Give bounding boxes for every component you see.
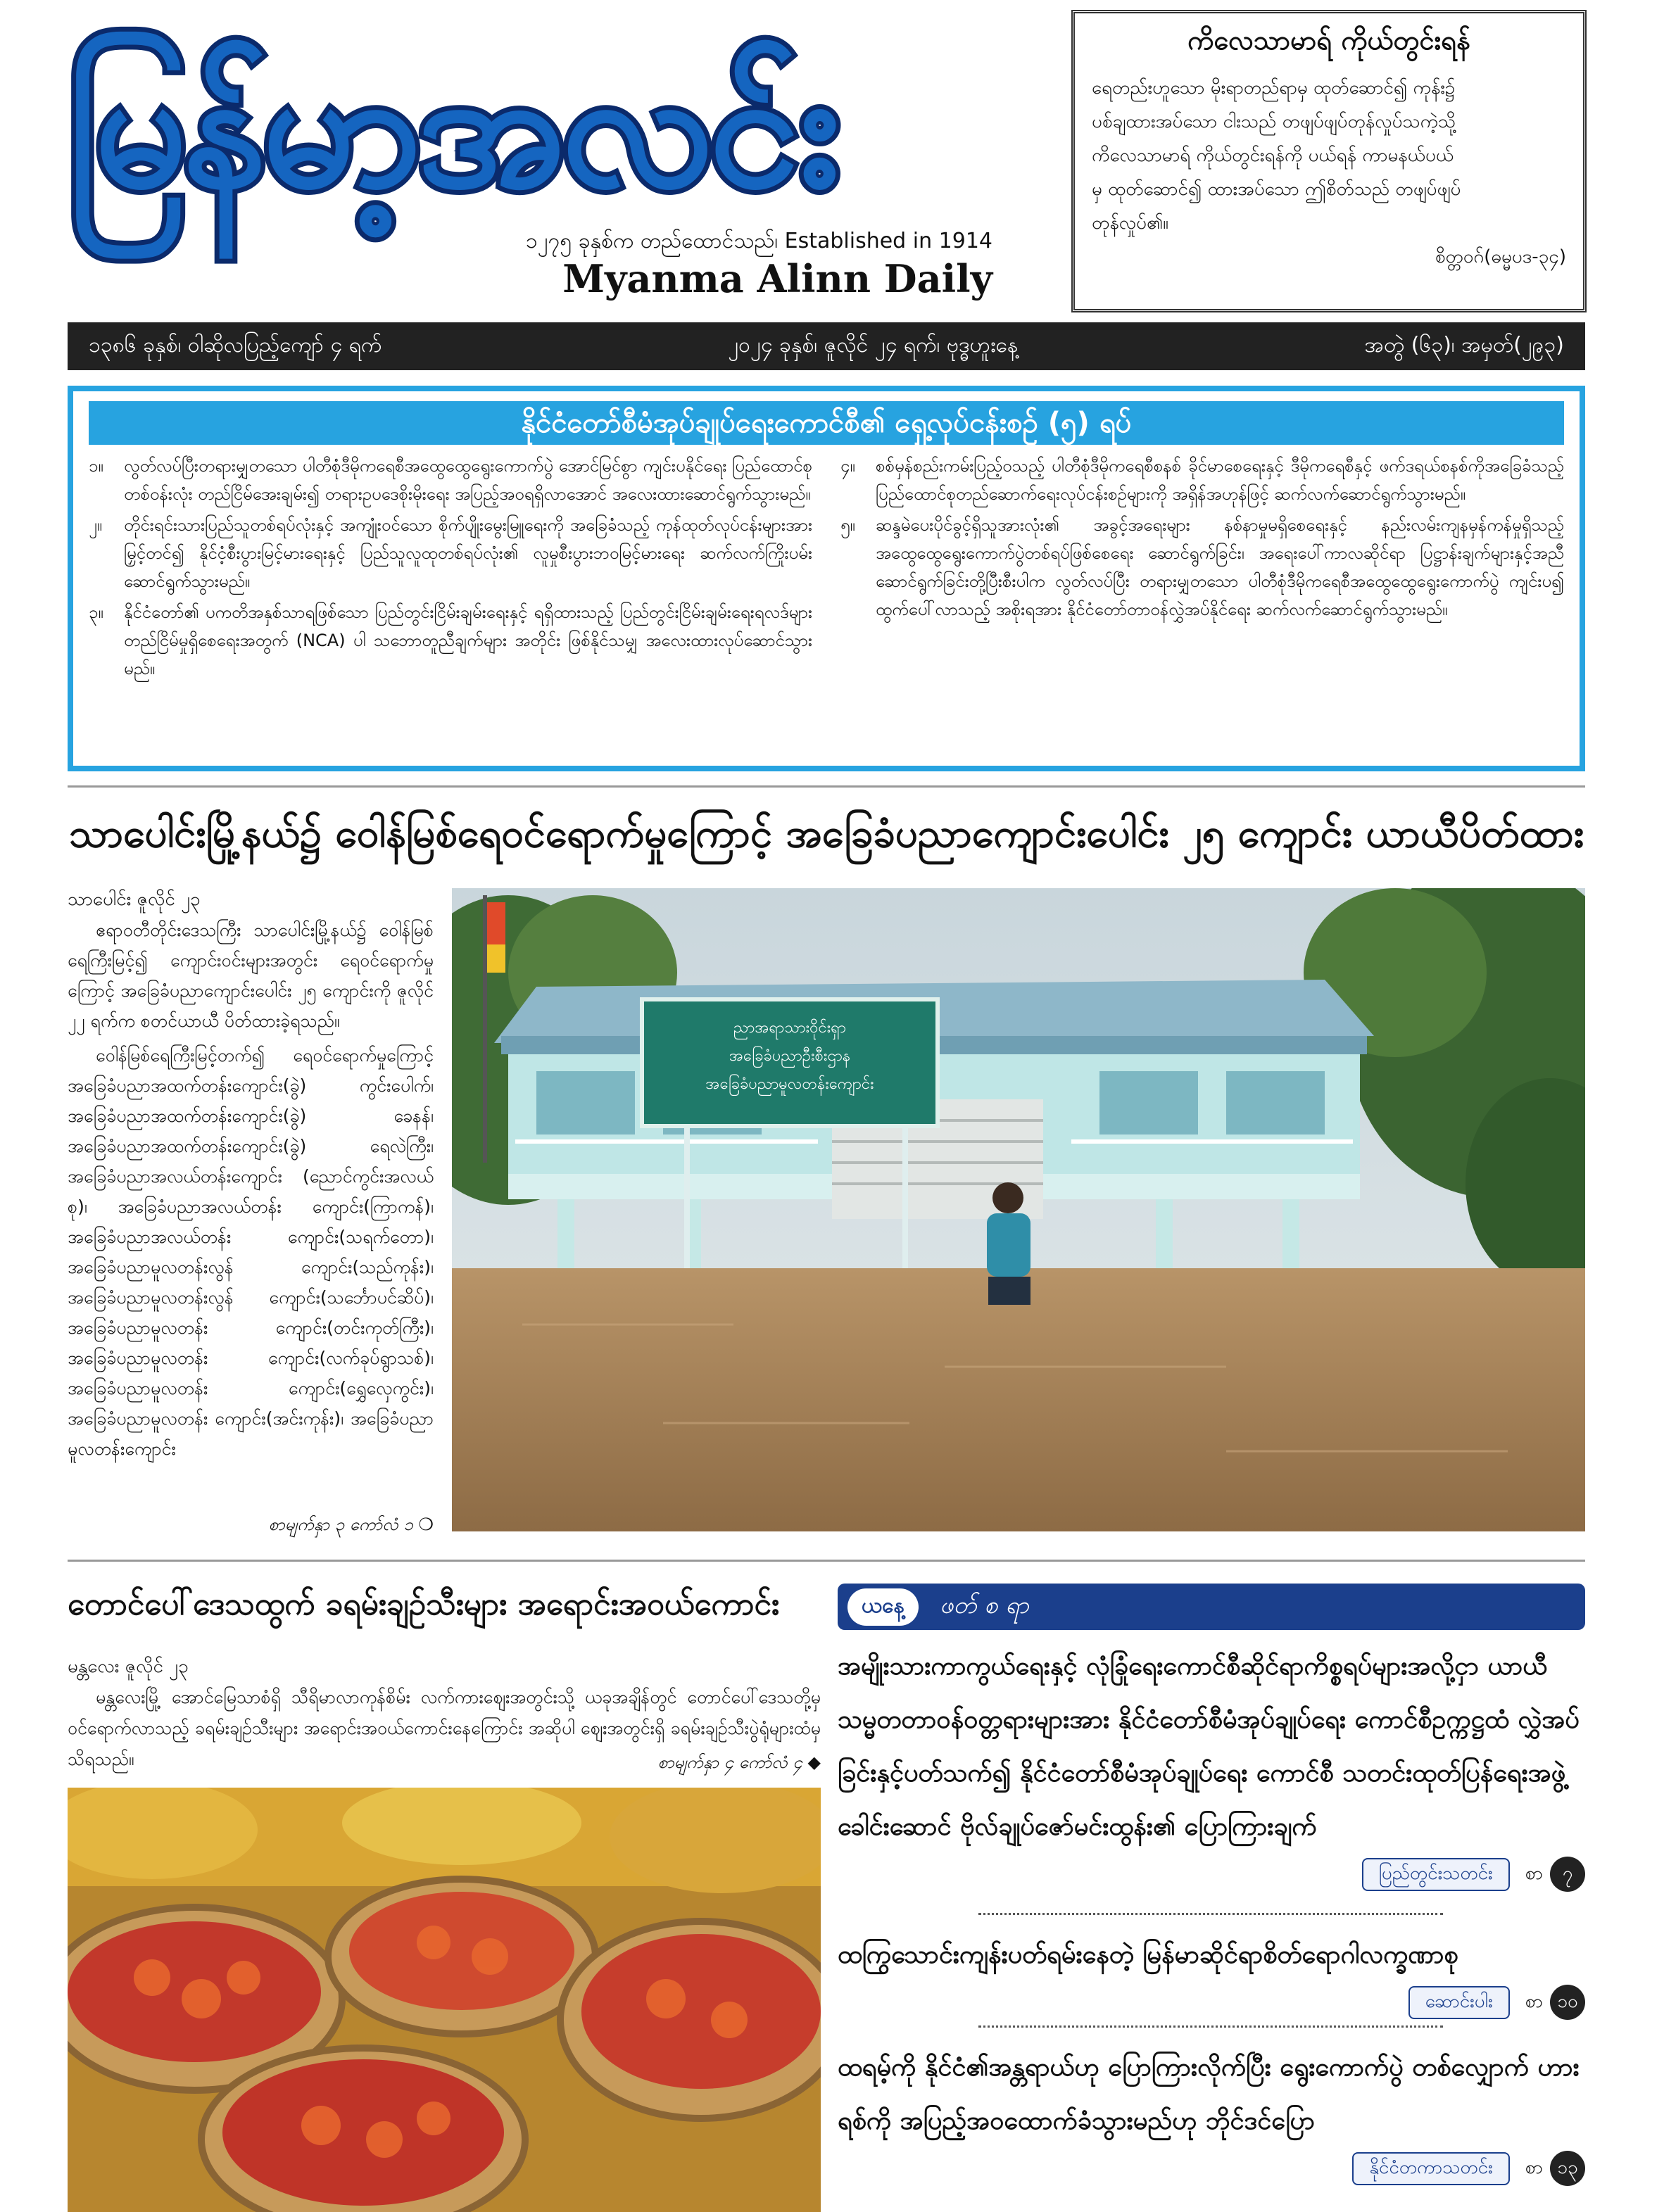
inside-headline: ထကြွသောင်းကျန်းပတ်ရမ်းနေတဲ့ မြန်မာဆိုင်ရာစိတ်ရောဂါလက္ခဏာစု <box>838 1940 1458 1969</box>
paragraph: မန္တလေးမြို့ အောင်မြေသာစံရှိ သီရိမာလာကုန်စိမ်း လက်ကားဈေးအတွင်းသို့ ယခုအချိန်တွင် တောင်ပေါ်ဒေသတို့မှ ဝင်ရောက်လာသည့် ခရမ်းချဉ်သီးများ အရောင်းအဝယ်ကောင်းနေကြောင်း အဆိုပါ ဈေးအတွင်းရှိ ခရမ်းချဉ်သီးပွဲရုံများထံမှ သိရသည်။ <box>68 1687 821 1769</box>
objective-number: ၂။ <box>89 515 103 535</box>
newspaper-logo: မြန်မာ့အလင်း <box>68 36 836 224</box>
today-tag: ယနေ့ <box>847 1588 919 1626</box>
verse-line: မှ ထုတ်ဆောင်၍ ထားအပ်သော ဤစိတ်သည် တဖျပ်ဖျပ် <box>1092 179 1461 200</box>
verse-source: စိတ္တဝဂ်(ဓမ္မပဒ-၃၄) <box>1435 246 1566 267</box>
established-line: ၁၂၇၅ ခုနှစ်က တည်ထောင်သည်၊ Established in 1914 <box>525 229 992 253</box>
volume-number: အတွဲ (၆၃)၊ အမှတ်(၂၉၃) <box>1364 332 1564 358</box>
flooded-school-illustration <box>452 888 1585 1531</box>
objective-item <box>89 511 812 595</box>
objective-text: လွတ်လပ်ပြီးတရားမျှတသော ပါတီစုံဒီမိုကရေစီအထွေထွေရွေးကောက်ပွဲ အောင်မြင်စွာ ကျင်းပနိုင်ရေး ပြည်ထောင်စုတစ်ဝန်းလုံး တည်ငြိမ်အေးချမ်း၍ တရားဥပဒေစိုးမိုးရေး အပြည့်အဝရရှိလာအောင် အလေးထားဆောင်ရွက်သွားမည်။ <box>124 456 812 504</box>
divider <box>68 1560 1585 1562</box>
inside-pages-header <box>838 1584 1585 1630</box>
sign-line: အခြေခံပညာမူလတန်းကျောင်း <box>705 1075 874 1093</box>
flooded-school-photo <box>452 888 1585 1531</box>
objective-text: စစ်မှန်စည်းကမ်းပြည့်ဝသည့် ပါတီစုံဒီမိုကရေစီစနစ် ခိုင်မာစေရေးနှင့် ဒီမိုကရေစီနှင့် ဖက်ဒရယ်စနစ်ကိုအခြေခံသည့် ပြည်ထောင်စုတည်ဆောက်ရေးလုပ်ငန်းစဉ်များကို အရှိန်အဟုန်ဖြင့် ဆက်လက်ဆောင်ရွက်သွားမည်။ <box>876 456 1564 504</box>
main-story-body <box>68 915 434 1464</box>
page-label: စာ <box>1525 1990 1543 2012</box>
verse-title: ကိလေသာမာရ် ကိုယ်တွင်းရန် <box>1187 25 1470 56</box>
section-label: ပြည်တွင်းသတင်း <box>1362 1858 1510 1891</box>
verse-line: ပစ်ချထားအပ်သော ငါးသည် တဖျပ်ဖျပ်တုန်လှုပ်သကဲ့သို့ <box>1092 111 1456 132</box>
page-number: ၇ <box>1550 1857 1585 1892</box>
objective-text: တိုင်းရင်းသားပြည်သူတစ်ရပ်လုံးနှင့် အကျုံးဝင်သော စိုက်ပျိုးမွေးမြူရေးကို အခြေခံသည့် ကုန်ထုတ်လုပ်ငန်းများအားမြှင့်တင်၍ နိုင်ငံ့စီးပွားမြင့်မားရေးနှင့် ပြည်သူလူထုတစ်ရပ်လုံး၏ လူမှုစီးပွားဘဝမြင့်မားရေး ဆက်လက်ကြိုးပမ်းဆောင်ရွက်သွားမည်။ <box>124 515 812 591</box>
wavy-divider <box>978 2025 1443 2037</box>
objective-number: ၅။ <box>840 515 855 535</box>
objective-text: နိုင်ငံတော်၏ ပကတိအနှစ်သာရဖြစ်သော ပြည်တွင်းငြိမ်းချမ်းရေးနှင့် ရရှိထားသည့် ပြည်တွင်းငြိမ်းချမ်းရေးရလဒ်များ တည်ငြိမ်မှုရှိစေရေးအတွက် (NCA) ပါ သဘောတူညီချက်များ အတိုင်း ဖြစ်နိုင်သမျှ အလေးထားလုပ်ဆောင်သွားမည်။ <box>124 602 812 678</box>
objective-text: ဆန္ဒမဲပေးပိုင်ခွင့်ရှိသူအားလုံး၏ အခွင့်အရေးများ နစ်နာမှုမရှိစေရေးနှင့် နည်းလမ်းကျနမှန်ကန်မှုရှိသည့် အထွေထွေရွေးကောက်ပွဲတစ်ရပ်ဖြစ်စေရေး ဆောင်ရွက်ခြင်း၊ အရေးပေါ်ကာလဆိုင်ရာ ပြဋ္ဌာန်းချက်များနှင့်အညီ ဆောင်ရွက်ခြင်းတို့ပြီးစီးပါက လွတ်လပ်ပြီး တရားမျှတသော ပါတီစုံဒီမိုကရေစီအထွေထွေရွေးကောက်ပွဲ ကျင်းပ၍ ထွက်ပေါ်လာသည့် အစိုးရအား နိုင်ငံတော်တာဝန်လွှဲအပ်နိုင်ရေး ဆက်လက်ဆောင်ရွက်သွားမည်။ <box>876 515 1564 619</box>
tomato-baskets-illustration <box>68 1788 821 2212</box>
tomato-market-photo <box>68 1788 821 2212</box>
sign-line: ညာအရာသားဝိုင်းရှာ <box>733 1019 846 1037</box>
objectives-column-right <box>840 452 1564 685</box>
objective-item <box>89 452 812 508</box>
objective-item <box>89 598 812 683</box>
objective-item <box>840 511 1564 624</box>
verse-line: ရေတည်းဟူသော မိုးရာတည်ရာမှ ထုတ်ဆောင်၍ ကုန်း၌ <box>1092 77 1456 99</box>
verse-line: တုန်လှုပ်၏။ <box>1092 213 1169 234</box>
page-label: စာ <box>1525 2156 1543 2178</box>
section-label: ဆောင်းပါး <box>1408 1986 1510 2019</box>
wavy-divider <box>978 1913 1443 1925</box>
verse-line: ကိလေသာမာရ် ကိုယ်တွင်းရန်ကို ပယ်ရန် ကာမနယ်ပယ် <box>1092 145 1454 166</box>
paragraph: ဝေါန်မြစ်ရေကြီးမြင့်တက်၍ ရေဝင်ရောက်မှုကြောင့် အခြေခံပညာအထက်တန်းကျောင်း(ခွဲ) ကွင်းပေါက်၊ အခြေခံပညာအထက်တန်းကျောင်း(ခွဲ) ခေနန်၊ အခြေခံပညာအထက်တန်းကျောင်း(ခွဲ) ရေလဲကြီး၊ အခြေခံပညာအလယ်တန်းကျောင်း (ညောင်ကွင်းအလယ်စု)၊ အခြေခံပညာအလယ်တန်း ကျောင်း(ကြာကန်)၊ အခြေခံပညာအလယ်တန်း ကျောင်း(သရက်တော)၊ အခြေခံပညာမူလတန်းလွန် ကျောင်း(သည်ကုန်း)၊ အခြေခံပညာမူလတန်းလွန် ကျောင်း(သင်္ဘောပင်ဆိပ်)၊ အခြေခံပညာမူလတန်း ကျောင်း(တင်းကုတ်ကြီး)၊ အခြေခံပညာမူလတန်း ကျောင်း(လက်ခုပ်ရွာသစ်)၊ အခြေခံပညာမူလတန်း ကျောင်း(ရွှေလှေကွင်း)၊ အခြေခံပညာမူလတန်း ကျောင်း(အင်းကုန်း)၊ အခြေခံပညာမူလတန်းကျောင်း <box>68 1045 434 1459</box>
main-dateline: သာပေါင်း ဇူလိုင် ၂၃ <box>68 889 201 910</box>
objective-number: ၃။ <box>89 602 103 622</box>
paragraph: ဧရာဝတီတိုင်းဒေသကြီး သာပေါင်းမြို့နယ်၌ ဝေါန်မြစ်ရေကြီးမြင့်၍ ကျောင်းဝင်းများအတွင်း ရေဝင်ရောက်မှုကြောင့် အခြေခံပညာကျောင်းပေါင်း ၂၅ ကျောင်းကို ဇူလိုင် ၂၂ ရက်က စတင်ယာယီ ပိတ်ထားခဲ့ရသည်။ <box>68 920 434 1031</box>
page-number: ၁၃ <box>1550 2151 1585 2186</box>
inside-headline: ထရမ့်ကို နိုင်ငံ၏အန္တရာယ်ဟု ပြောကြားလိုက်ပြီး ရွေးကောက်ပွဲ တစ်လျှောက် ဟားရစ်ကို အပြည့်အဝထောက်ခံသွားမည်ဟု ဘိုင်ဒင်ပြော <box>838 2053 1580 2135</box>
page-reference <box>1525 2151 1585 2186</box>
objectives-title: နိုင်ငံတော်စီမံအုပ်ချုပ်ရေးကောင်စီ၏ ရှေ့လုပ်ငန်းစဉ် (၅) ရပ် <box>89 401 1564 445</box>
tomato-dateline: မန္တလေး ဇူလိုင် ၂၃ <box>68 1656 189 1677</box>
section-label: နိုင်ငံတကာသတင်း <box>1352 2152 1509 2185</box>
inside-item[interactable] <box>838 1928 1585 2020</box>
inside-item[interactable] <box>838 1640 1585 1892</box>
divider <box>68 785 1585 788</box>
paper-name-english: Myanma Alinn Daily <box>562 256 992 301</box>
inside-pages-panel <box>838 1584 1585 2212</box>
page-reference <box>1525 1857 1585 1892</box>
main-headline: သာပေါင်းမြို့နယ်၌ ဝေါန်မြစ်ရေဝင်ရောက်မှုကြောင့် အခြေခံပညာကျောင်းပေါင်း ၂၅ ကျောင်း ယာယီပိတ်ထား <box>68 811 1584 857</box>
objective-item <box>840 452 1564 508</box>
page-number: ၁၀ <box>1550 1985 1585 2020</box>
objective-number: ၄။ <box>840 456 855 476</box>
continued-reference: စာမျက်နှာ ၄ ကော်လံ ၄ ◆ <box>657 1752 821 1772</box>
inside-item[interactable] <box>838 2041 1585 2186</box>
objective-number: ၁။ <box>89 456 103 476</box>
dhamma-verse-box <box>1071 10 1587 312</box>
date-bar <box>68 322 1585 370</box>
myanmar-date: ၁၃၈၆ ခုနှစ်၊ ဝါဆိုလပြည့်ကျော် ၄ ရက် <box>89 332 382 358</box>
verse-body <box>1092 71 1566 240</box>
page-label: စာ <box>1525 1862 1543 1884</box>
inside-pages-title: ဖတ် စ ရာ <box>939 1591 1029 1619</box>
continued-reference: စာမျက်နှာ ၃ ကော်လံ ၁ ❍ <box>268 1515 434 1534</box>
inside-headline: အမျိုးသားကာကွယ်ရေးနှင့် လုံခြုံရေးကောင်စီဆိုင်ရာကိစ္စရပ်များအလို့ငှာ ယာယီသမ္မတတာဝန်ဝတ္တရားများအား နိုင်ငံတော်စီမံအုပ်ချုပ်ရေး ကောင်စီဥက္ကဋ္ဌထံ လွှဲအပ်ခြင်းနှင့်ပတ်သက်၍ နိုင်ငံတော်စီမံအုပ်ချုပ်ရေး ကောင်စီ သတင်းထုတ်ပြန်ရေးအဖွဲ့ခေါင်းဆောင် ဗိုလ်ချုပ်ဇော်မင်းထွန်း၏ ပြောကြားချက် <box>838 1652 1580 1841</box>
tomato-headline: တောင်ပေါ်ဒေသထွက် ခရမ်းချဉ်သီးများ အရောင်းအဝယ်ကောင်း <box>68 1586 780 1622</box>
page-reference <box>1525 1985 1585 2020</box>
objectives-box <box>68 386 1585 771</box>
gregorian-date: ၂၀၂၄ ခုနှစ်၊ ဇူလိုင် ၂၄ ရက်၊ ဗုဒ္ဓဟူးနေ့ <box>728 332 1019 358</box>
sign-line: အခြေခံပညာဦးစီးဌာန <box>729 1047 851 1065</box>
objectives-column-left <box>89 452 812 685</box>
